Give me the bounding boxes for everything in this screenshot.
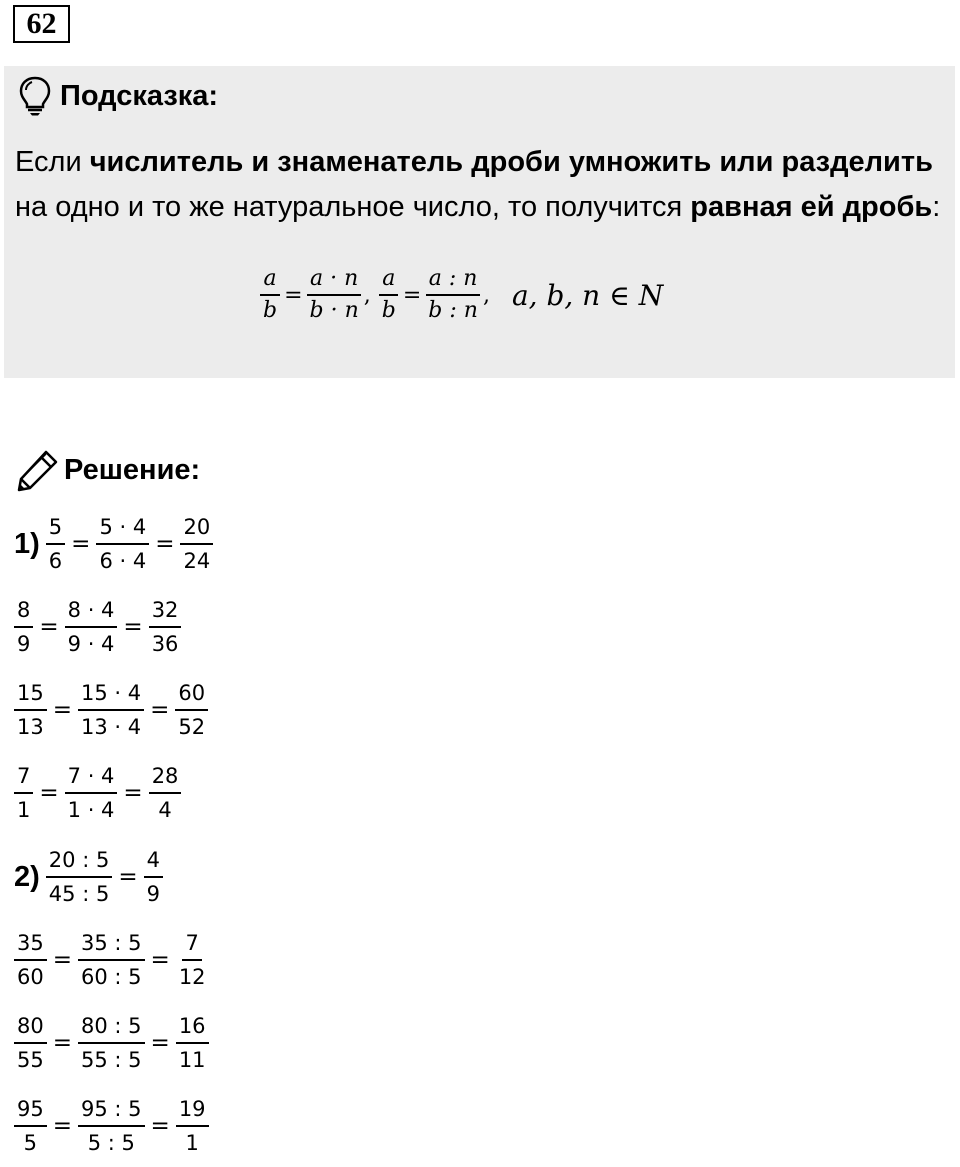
fraction — [78, 931, 145, 989]
fraction — [14, 1097, 47, 1155]
denominator: 1 — [185, 1131, 199, 1156]
denominator: 11 — [178, 1048, 206, 1073]
denominator: 24 — [183, 549, 211, 574]
solution-header — [16, 447, 200, 493]
denominator: b — [381, 298, 396, 324]
numerator: 80 : 5 — [78, 1014, 145, 1044]
fraction — [78, 1097, 145, 1155]
fraction — [260, 266, 280, 325]
fraction — [425, 266, 481, 325]
fraction — [78, 681, 144, 739]
equals-sign: = — [150, 1113, 170, 1140]
fraction — [14, 681, 47, 739]
solution-row — [14, 848, 163, 906]
fraction — [144, 848, 163, 906]
lightbulb-icon — [18, 76, 52, 116]
hint-title: Подсказка: — [60, 79, 219, 112]
numerator: 8 · 4 — [65, 598, 118, 628]
equals-sign: = — [150, 697, 170, 724]
fraction — [14, 764, 33, 822]
comma: , — [482, 282, 490, 308]
denominator: 45 : 5 — [48, 882, 110, 907]
numerator: a : n — [426, 266, 481, 296]
numerator: a · n — [307, 266, 361, 296]
fraction — [307, 266, 362, 325]
equals-sign: = — [39, 614, 59, 641]
fraction — [149, 598, 182, 656]
denominator: 13 — [17, 715, 44, 740]
equals-sign: = — [52, 1113, 73, 1140]
denominator: 13 · 4 — [81, 715, 142, 740]
fraction — [176, 931, 209, 989]
hint-text — [15, 140, 945, 230]
denominator: 55 — [17, 1048, 44, 1073]
denominator: 9 — [17, 632, 31, 657]
equals-sign: = — [52, 1030, 73, 1057]
numerator: 20 — [180, 515, 213, 545]
numerator: 16 — [176, 1014, 209, 1044]
denominator: 9 · 4 — [67, 632, 115, 657]
fraction — [46, 515, 65, 573]
solution-title: Решение: — [64, 453, 201, 486]
denominator: 1 · 4 — [67, 798, 115, 823]
hint-formula — [260, 266, 663, 325]
numerator: 60 — [175, 681, 208, 711]
item-label: 1) — [14, 527, 40, 560]
numerator: 20 : 5 — [46, 848, 113, 878]
equals-sign: = — [402, 282, 422, 308]
solution-row — [14, 764, 181, 822]
fraction — [78, 1014, 145, 1072]
fraction — [180, 515, 213, 573]
numerator: 15 · 4 — [78, 681, 144, 711]
equals-sign: = — [123, 614, 143, 641]
numerator: a — [379, 266, 398, 296]
denominator: 12 — [178, 965, 206, 990]
hint-text-part: : — [932, 191, 941, 223]
denominator: b — [263, 298, 278, 324]
numerator: 19 — [176, 1097, 209, 1127]
equals-sign: = — [155, 531, 175, 558]
fraction — [176, 1097, 209, 1155]
solution-row — [14, 598, 181, 656]
numerator: 95 — [14, 1097, 47, 1127]
equals-sign: = — [150, 1030, 170, 1057]
fraction — [96, 515, 149, 573]
equals-sign: = — [123, 780, 143, 807]
denominator: 5 — [23, 1131, 38, 1156]
denominator: 36 — [151, 632, 179, 657]
fraction — [14, 1014, 47, 1072]
numerator: 80 — [14, 1014, 47, 1044]
numerator: 7 · 4 — [65, 764, 118, 794]
numerator: 5 — [46, 515, 65, 545]
denominator: 52 — [178, 715, 206, 740]
equals-sign: = — [284, 282, 303, 308]
hint-header — [18, 76, 218, 116]
denominator: 60 : 5 — [81, 965, 142, 990]
equals-sign: = — [118, 864, 138, 891]
fraction — [65, 598, 118, 656]
numerator: 7 — [14, 764, 33, 794]
solution-row — [14, 515, 213, 573]
hint-text-bold: числитель и знаменатель дроби умножить или разделить — [89, 146, 933, 178]
fraction — [379, 266, 399, 325]
item-label: 2) — [14, 860, 40, 893]
fraction — [176, 1014, 209, 1072]
fraction — [149, 764, 182, 822]
equals-sign: = — [39, 780, 59, 807]
numerator: 35 : 5 — [78, 931, 145, 961]
hint-text-part: на одно и то же натуральное число, то получится — [15, 191, 691, 223]
exercise-number: 62 — [13, 5, 70, 43]
denominator: 4 — [158, 798, 172, 823]
denominator: 60 — [17, 965, 44, 990]
numerator: 95 : 5 — [78, 1097, 145, 1127]
fraction — [175, 681, 208, 739]
pencil-icon — [16, 448, 60, 492]
numerator: 35 — [14, 931, 47, 961]
fraction — [65, 764, 118, 822]
hint-text-bold: равная ей дробь — [690, 191, 933, 223]
equals-sign: = — [52, 947, 73, 974]
denominator: 5 : 5 — [87, 1131, 135, 1156]
equals-sign: = — [150, 947, 170, 974]
denominator: 1 — [17, 798, 31, 823]
formula-condition: a, b, n ∈ N — [511, 278, 664, 312]
numerator: 32 — [149, 598, 182, 628]
fraction — [14, 598, 33, 656]
hint-box — [4, 66, 955, 378]
fraction — [46, 848, 113, 906]
numerator: 15 — [14, 681, 47, 711]
numerator: 8 — [14, 598, 33, 628]
fraction — [14, 931, 47, 989]
denominator: b · n — [309, 298, 359, 324]
numerator: 7 — [182, 931, 201, 961]
numerator: a — [260, 266, 279, 296]
denominator: 9 — [146, 882, 160, 907]
hint-text-part: Если — [15, 146, 90, 178]
numerator: 5 · 4 — [96, 515, 149, 545]
solution-row — [14, 931, 209, 989]
solution-row — [14, 681, 208, 739]
solution-row — [14, 1097, 209, 1155]
numerator: 4 — [144, 848, 163, 878]
solution-row — [14, 1014, 209, 1072]
denominator: b : n — [428, 298, 478, 324]
denominator: 6 — [48, 549, 63, 574]
equals-sign: = — [52, 697, 73, 724]
comma: , — [363, 282, 371, 308]
denominator: 6 · 4 — [99, 549, 147, 574]
denominator: 55 : 5 — [81, 1048, 142, 1073]
equals-sign: = — [71, 531, 91, 558]
numerator: 28 — [149, 764, 182, 794]
